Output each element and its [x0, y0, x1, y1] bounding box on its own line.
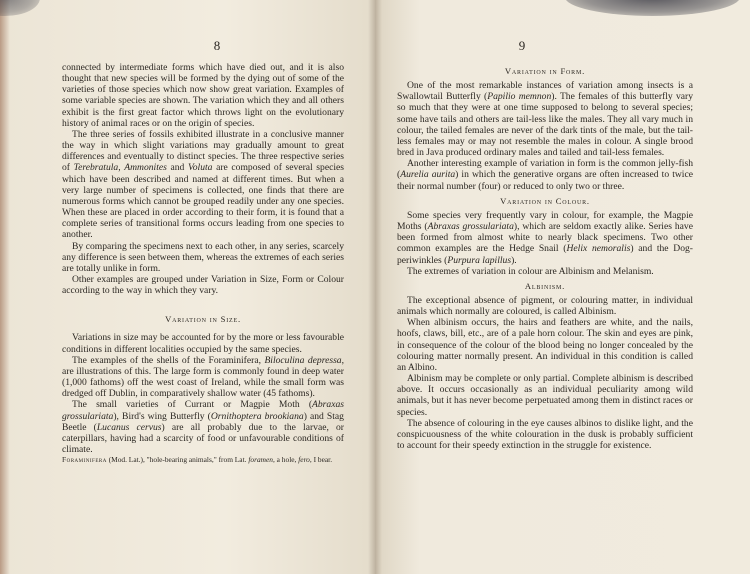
section-heading-albinism: Albinism. — [524, 280, 566, 291]
page-number-right: 9 — [518, 38, 527, 53]
page-stain — [565, 0, 740, 16]
footnote — [62, 455, 344, 464]
right-page — [375, 0, 750, 574]
page-number-left: 8 — [213, 38, 222, 53]
paragraph: The examples of the shells of the Foraminifera, Biloculina depressa, are illustrations of this. The large form is commonly found in deep water (1,000 fathoms) off the west coast of Ireland, while the small form was dredged off Dublin, in comparatively shallow water (45 fathoms). — [62, 354, 345, 400]
footnote-term: Foraminifera — [62, 455, 107, 465]
right-page-text — [397, 62, 693, 451]
paragraph: The three series of fossils exhibited illustrate in a conclusive manner the way in which slight variations may gradually amount to great differences and eventually to distinct species. The three respective series of Terebratula, Ammonites and Voluta are composed of several species which have been described and named at different times. But when a very large number of specimens is collected, one finds that there are numerous forms which cannot be grouped readily under any one species. When these are placed in order according to their form, it is found that a complete series of transitional forms occurs leading from one species to another. — [62, 128, 345, 241]
paragraph: By comparing the specimens next to each other, in any series, scarcely any difference is seen between them, whereas the extremes of each series are totally unlike in form. — [62, 240, 344, 274]
section-heading-form: Variation in Form. — [504, 66, 586, 76]
paragraph: connected by intermediate forms which have died out, and it is also thought that new species will be formed by the dying out of some of the varieties of those species which now show great variation. Examples of some variable species are shown. The variation which they and all others exhibit is the first great factor which throws light on the evolutionary history of animal races or on the origin of species. — [62, 62, 344, 129]
page-edge-shadow — [0, 0, 10, 574]
footnote-text: (Mod. Lat.), "hole-bearing animals," from Lat. foramen, a hole, fero, I bear. — [106, 455, 333, 465]
paragraph: Variations in size may be accounted for by the more or less favourable conditions in different localities occupied by the same species. — [62, 332, 344, 355]
paragraph: The absence of colouring in the eye causes albinos to dislike light, and the conspicuousness of the white colouration in the dusk is probably sufficient to account for their speedy extinction in the struggle for existence. — [397, 417, 693, 451]
section-heading-colour: Variation in Colour. — [500, 195, 590, 206]
paragraph: When albinism occurs, the hairs and feathers are white, and the nails, hoofs, claws, bill, etc., are of a pale horn colour. The skin and eyes are pink, in consequence of the colour of the blood being no longer concealed by the colouring matter normally present. An individual in this condition is called an Albino. — [397, 317, 693, 373]
paragraph: One of the most remarkable instances of variation among insects is a Swallowtail Butterfly (Papilio memnon). The females of this butterfly vary so much that they were at one time supposed to belong to several species; some have tails and others are tail-less like the males. They all vary much in colour, the tailed females are never of the dark tints of the male, but the tail-less females may or may not resemble the males in colour. A single brood bred in Java produced ordinary males and tailed and tail-less females. — [397, 80, 693, 159]
paragraph: Other examples are grouped under Variation in Size, Form or Colour according to the way in which they vary. — [62, 273, 344, 297]
book-gutter — [368, 0, 382, 574]
paragraph: Another interesting example of variation in form is the common jelly-fish (Aurelia aurita) in which the generative organs are often increased to twice their normal number (four) or reduced to only two or three. — [397, 158, 693, 192]
paragraph: The extremes of variation in colour are Albinism and Melanism. — [407, 265, 654, 277]
paragraph: Albinism may be complete or only partial. Complete albinism is described above. It occurs occasionally as an individual peculiarity among wild animals, but it has never become perpetuated among them in distinct races or species. — [397, 373, 693, 418]
section-heading-size: Variation in Size. — [165, 314, 241, 325]
paragraph: The exceptional absence of pigment, or colouring matter, in individual animals which normally are coloured, is called Albinism. — [397, 294, 693, 318]
left-page-text — [62, 62, 344, 464]
paragraph: The small varieties of Currant or Magpie Moth (Abraxas grossulariata), Bird's wing Butterfly (Ornithoptera brookiana) and Stag Beetle (Lucanus cervus) are all probably due to the larvae, or caterpillars, having had a scarcity of food or unfavourable conditions of climate. — [62, 399, 344, 455]
paragraph: Some species very frequently vary in colour, for example, the Magpie Moths (Abraxas grossulariata), which are seldom exactly alike. Series have been formed from almost white to nearly black specimens. Two other common examples are the Hedge Snail (Helix nemoralis) and the Dog-periwinkles (Purpura lapillus). — [397, 209, 693, 266]
